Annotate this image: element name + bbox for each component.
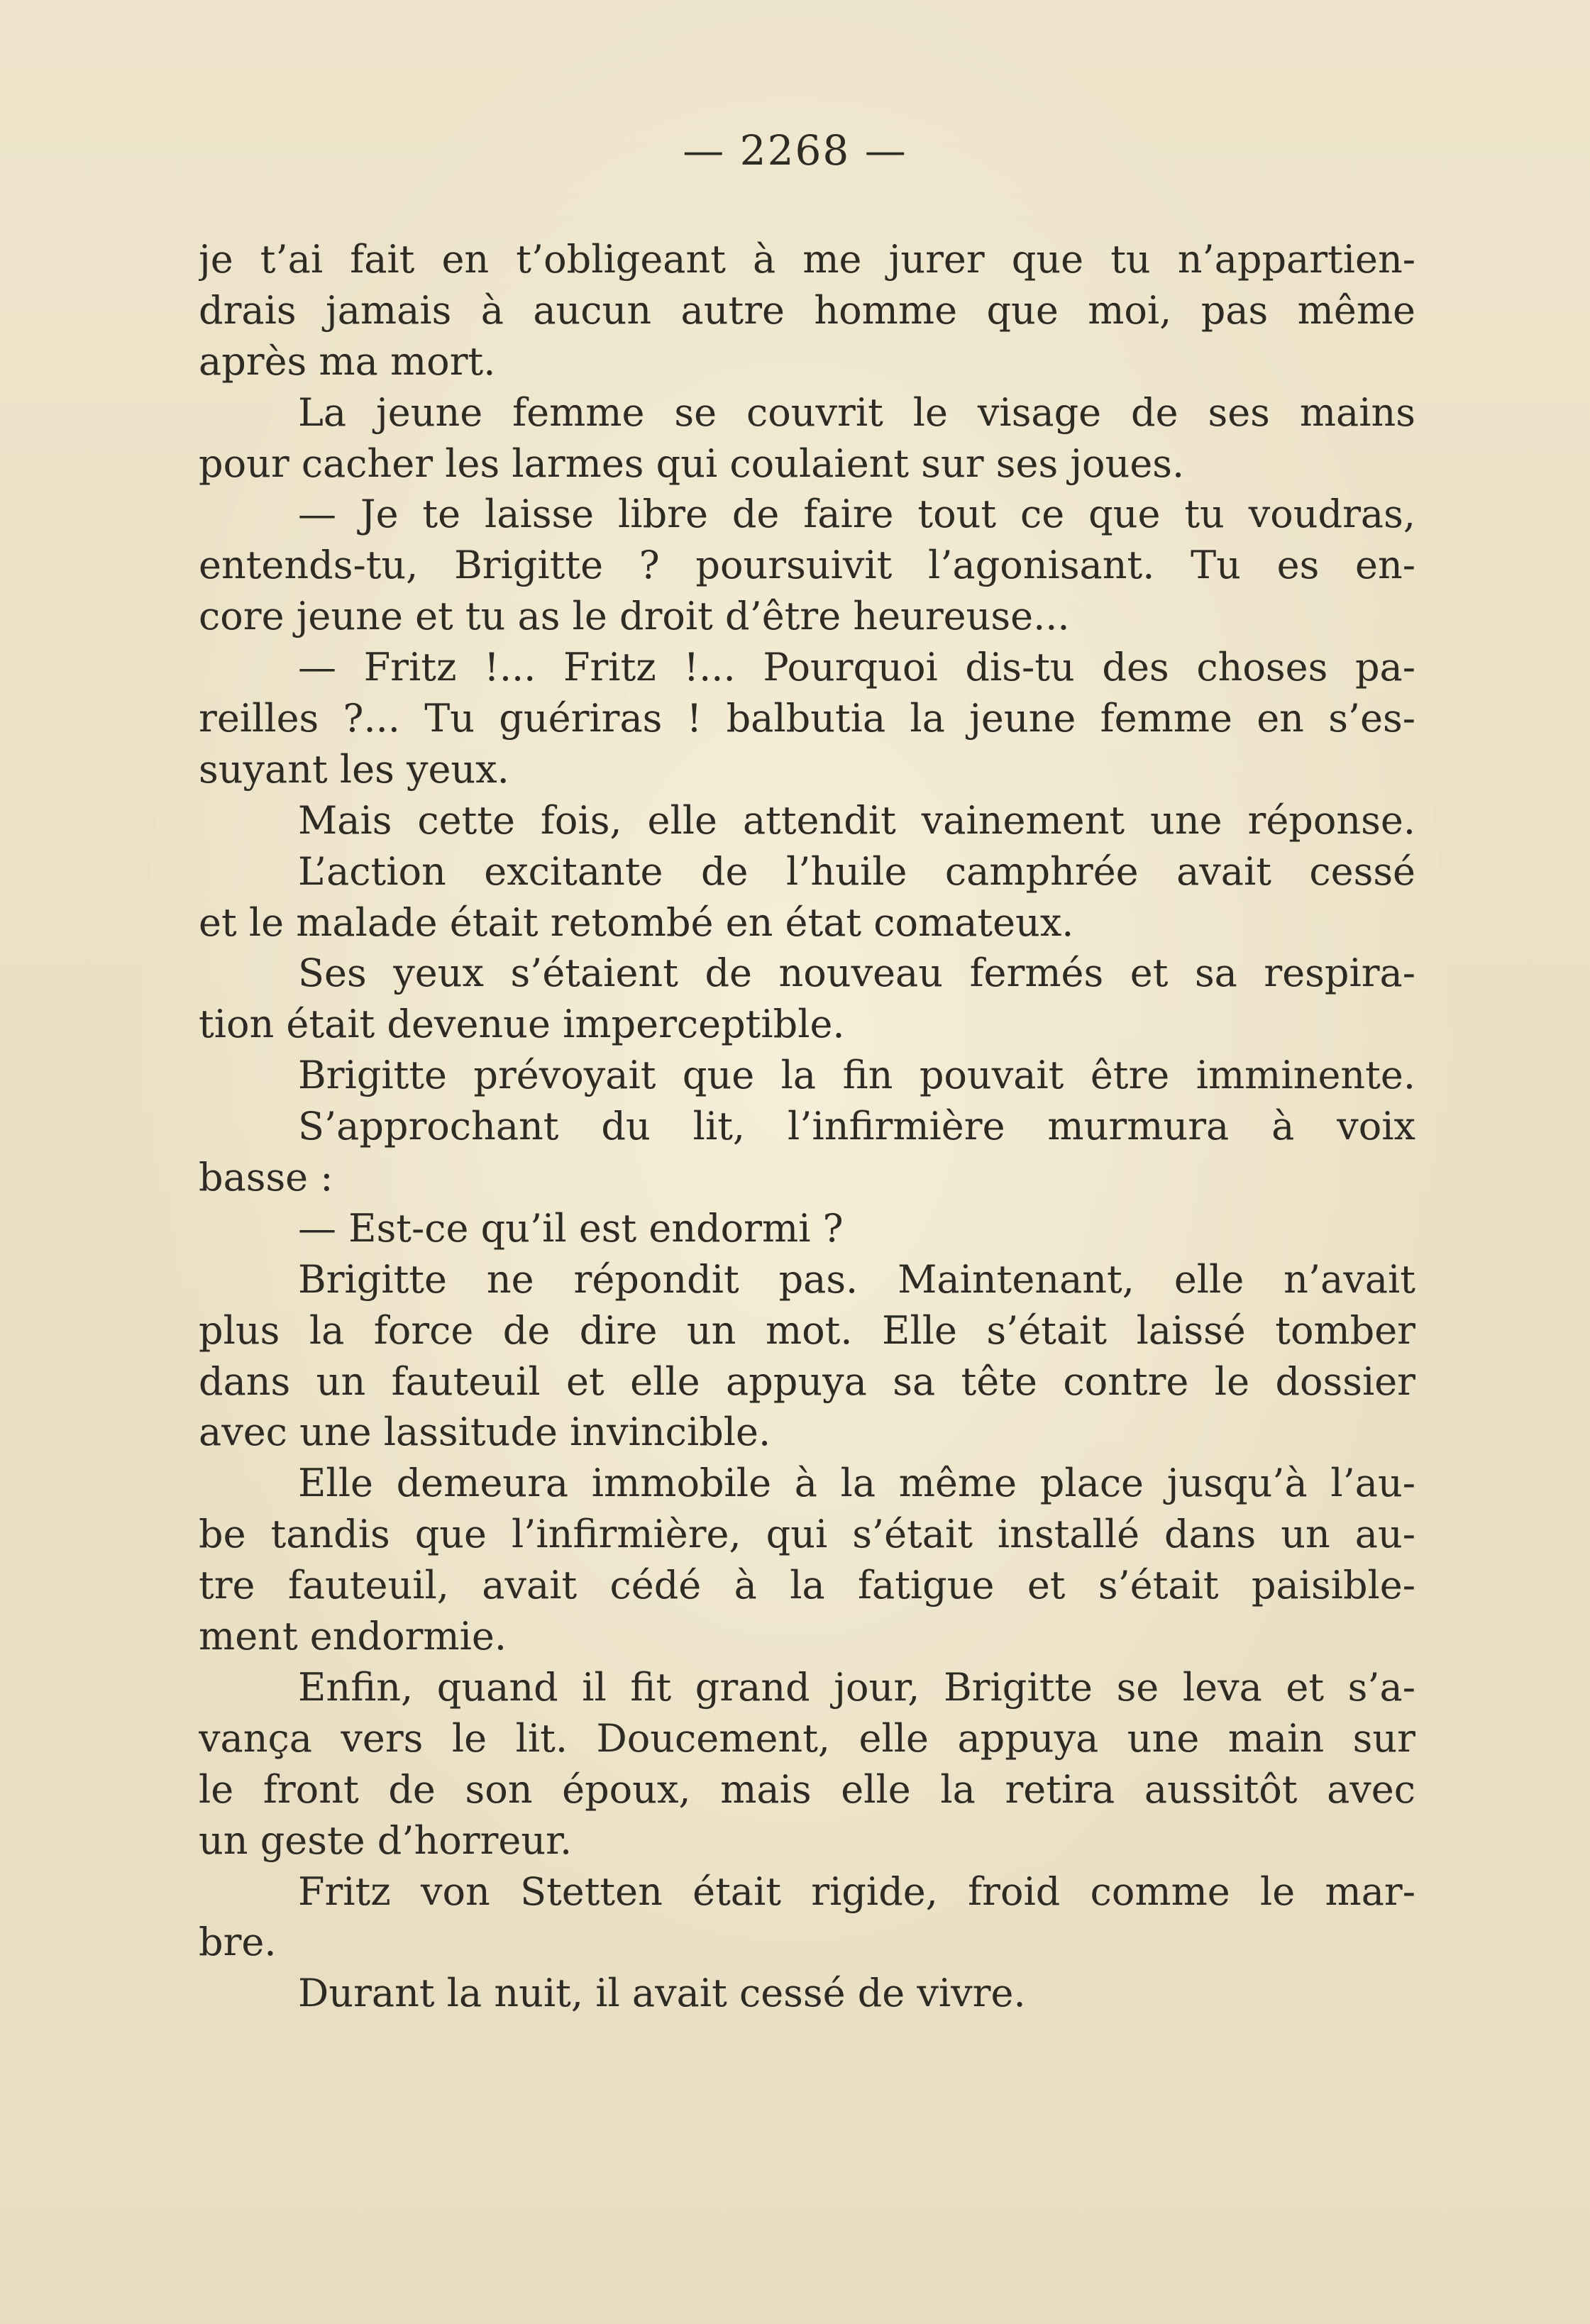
text-line: je t’ai fait en t’obligeant à me jurer que tu n’appartien-	[199, 237, 1415, 282]
text-line: le front de son époux, mais elle la retira aussitôt avec	[199, 1766, 1415, 1812]
text-line: Brigitte prévoyait que la fin pouvait être imminente.	[298, 1053, 1415, 1098]
text-line: suyant les yeux.	[199, 746, 509, 792]
text-line: drais jamais à aucun autre homme que moi, pas même	[199, 287, 1415, 333]
text-line: bre.	[199, 1920, 277, 1965]
text-line: Mais cette fois, elle attendit vainement une réponse.	[298, 797, 1415, 843]
text-line: Durant la nuit, il avait cessé de vivre.	[298, 1971, 1026, 2016]
text-line: — Je te laisse libre de faire tout ce que tu voudras,	[298, 492, 1415, 537]
text-line: pour cacher les larmes qui coulaient sur ses joues.	[199, 441, 1185, 486]
text-line: S’approchant du lit, l’infirmière murmura à voix	[298, 1104, 1415, 1149]
text-line: Elle demeura immobile à la même place jusqu’à l’au-	[298, 1461, 1415, 1506]
text-line: Ses yeux s’étaient de nouveau fermés et sa respira-	[298, 951, 1415, 996]
text-line: Enfin, quand il fit grand jour, Brigitte se leva et s’a-	[298, 1664, 1415, 1710]
text-line: be tandis que l’infirmière, qui s’était installé dans un au-	[199, 1512, 1415, 1557]
text-line: un geste d’horreur.	[199, 1817, 573, 1863]
text-line: plus la force de dire un mot. Elle s’était laissé tomber	[199, 1307, 1415, 1353]
text-line: et le malade était retombé en état comateux.	[199, 900, 1074, 945]
text-line: après ma mort.	[199, 338, 496, 384]
page-number: — 2268 —	[683, 126, 907, 175]
text-line: L’action excitante de l’huile camphrée avait cessé	[298, 848, 1415, 894]
text-line: — Est-ce qu’il est endormi ?	[298, 1205, 844, 1251]
text-line: avec une lassitude invincible.	[199, 1410, 771, 1455]
body-text	[199, 234, 1415, 2019]
text-line: tre fauteuil, avait cédé à la fatigue et s’était paisible-	[199, 1563, 1415, 1608]
text-line: Fritz von Stetten était rigide, froid comme le mar-	[298, 1869, 1415, 1914]
text-line: Brigitte ne répondit pas. Maintenant, elle n’avait	[298, 1256, 1415, 1302]
text-line: entends-tu, Brigitte ? poursuivit l’agonisant. Tu es en-	[199, 543, 1415, 588]
text-line: tion était devenue imperceptible.	[199, 1002, 845, 1047]
text-line: dans un fauteuil et elle appuya sa tête contre le dossier	[199, 1359, 1415, 1404]
text-line: reilles ?... Tu guériras ! balbutia la jeune femme en s’es-	[199, 696, 1415, 741]
text-line: vança vers le lit. Doucement, elle appuya une main sur	[199, 1715, 1415, 1761]
text-line: — Fritz !... Fritz !... Pourquoi dis-tu des choses pa-	[298, 645, 1415, 690]
text-line: La jeune femme se couvrit le visage de ses mains	[298, 389, 1415, 435]
text-line: core jeune et tu as le droit d’être heureuse...	[199, 594, 1070, 639]
text-line: basse :	[199, 1155, 333, 1200]
text-line: ment endormie.	[199, 1614, 507, 1659]
